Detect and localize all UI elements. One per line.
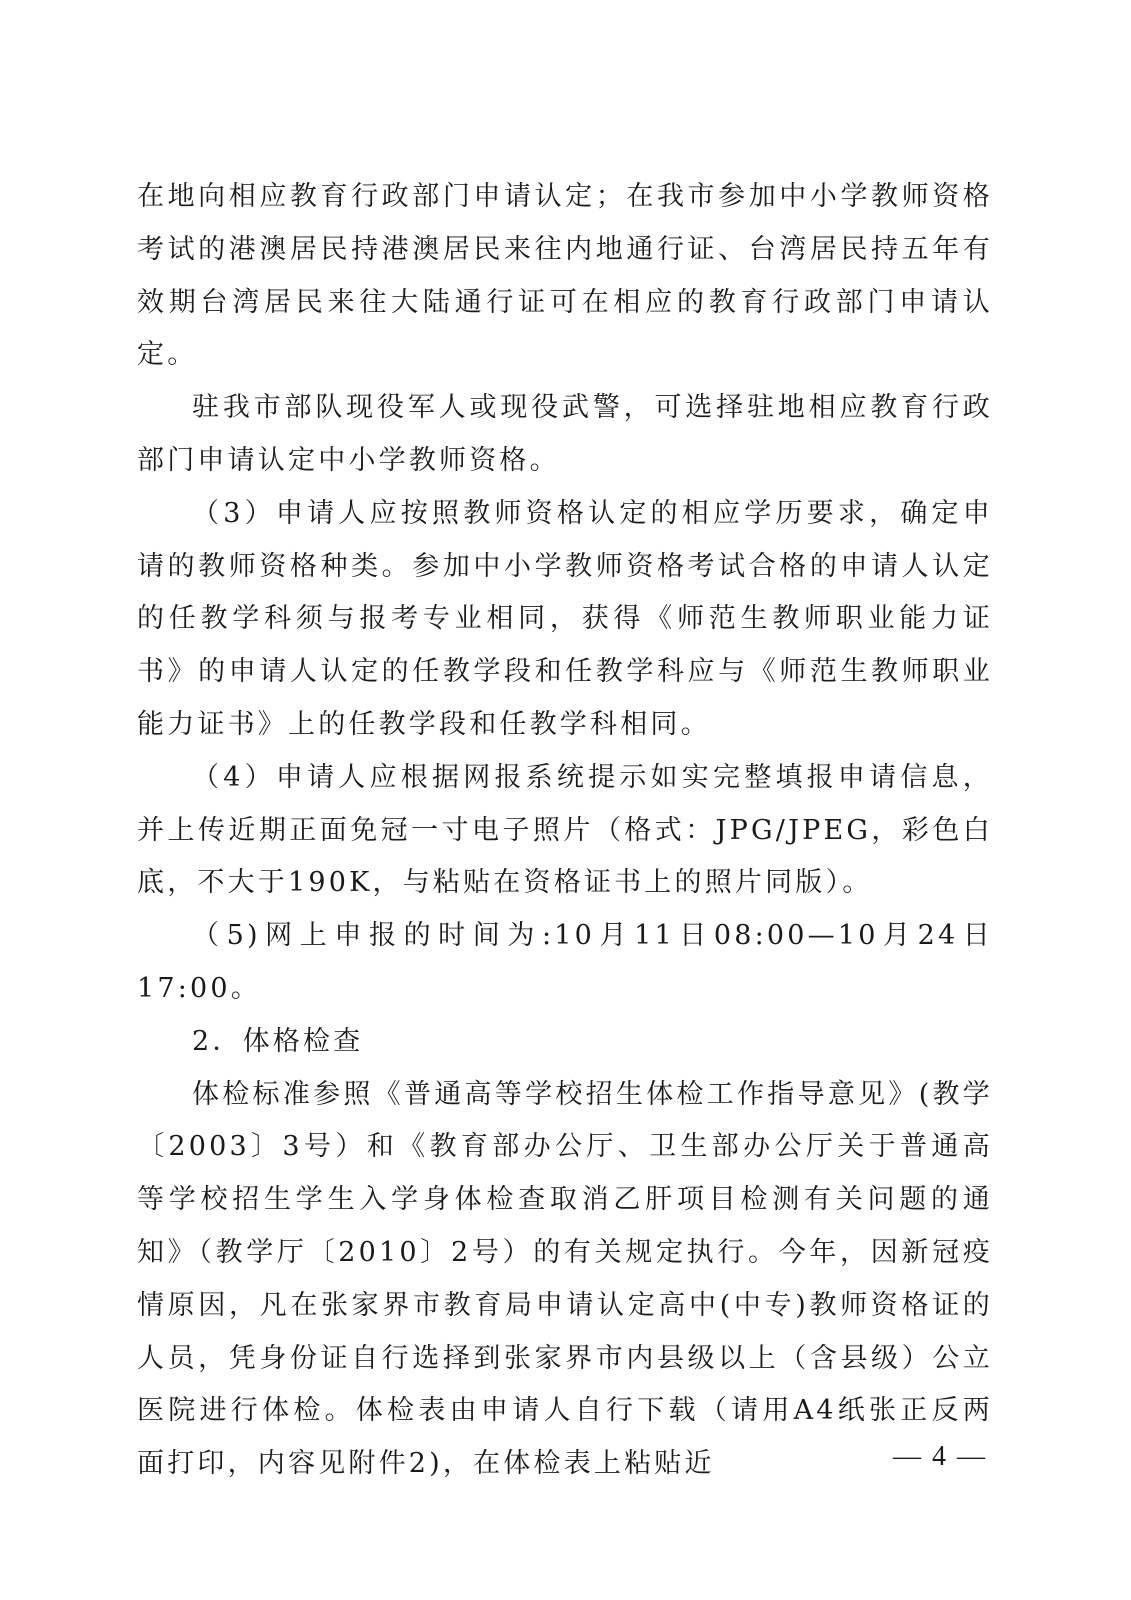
- page-number: — 4 —: [893, 1441, 987, 1472]
- paragraph-item-5: （5)网上申报的时间为:10月11日08:00—10月24日17:00。: [137, 920, 993, 1004]
- section-heading-physical-exam: 2．体格检查: [192, 1025, 364, 1057]
- paragraph-item-4: （4）申请人应根据网报系统提示如实完整填报申请信息，并上传近期正面免冠一寸电子照片（格式：JPG/JPEG，彩色白底，不大于190K，与粘贴在资格证书上的照片同版）。: [137, 761, 993, 899]
- paragraph-item-3: （3）申请人应按照教师资格认定的相应学历要求，确定申请的教师资格种类。参加中小学教师资格考试合格的申请人认定的任教学科须与报考专业相同，获得《师范生教师职业能力证书》的申请人认定的任教学段和任教学科应与《师范生教师职业能力证书》上的任教学段和任教学科相同。: [137, 497, 993, 740]
- paragraph-application-location: 在地向相应教育行政部门申请认定；在我市参加中小学教师资格考试的港澳居民持港澳居民来往内地通行证、台湾居民持五年有效期台湾居民来往大陆通行证可在相应的教育行政部门申请认定。: [137, 181, 993, 371]
- body-text: [137, 171, 993, 1491]
- paragraph-physical-exam: 体检标准参照《普通高等学校招生体检工作指导意见》(教学〔2003〕3号）和《教育部办公厅、卫生部办公厅关于普通高等学校招生学生入学身体检查取消乙肝项目检测有关问题的通知》（教学厅〔2010〕2号）的有关规定执行。今年，因新冠疫情原因，凡在张家界市教育局申请认定高中(中专)教师资格证的人员，凭身份证自行选择到张家界市内县级以上（含县级）公立医院进行体检。体检表由申请人自行下载（请用A4纸张正反两面打印，内容见附件2)，在体检表上粘贴近: [137, 1078, 993, 1480]
- paragraph-military: 驻我市部队现役军人或现役武警，可选择驻地相应教育行政部门申请认定中小学教师资格。: [137, 392, 993, 476]
